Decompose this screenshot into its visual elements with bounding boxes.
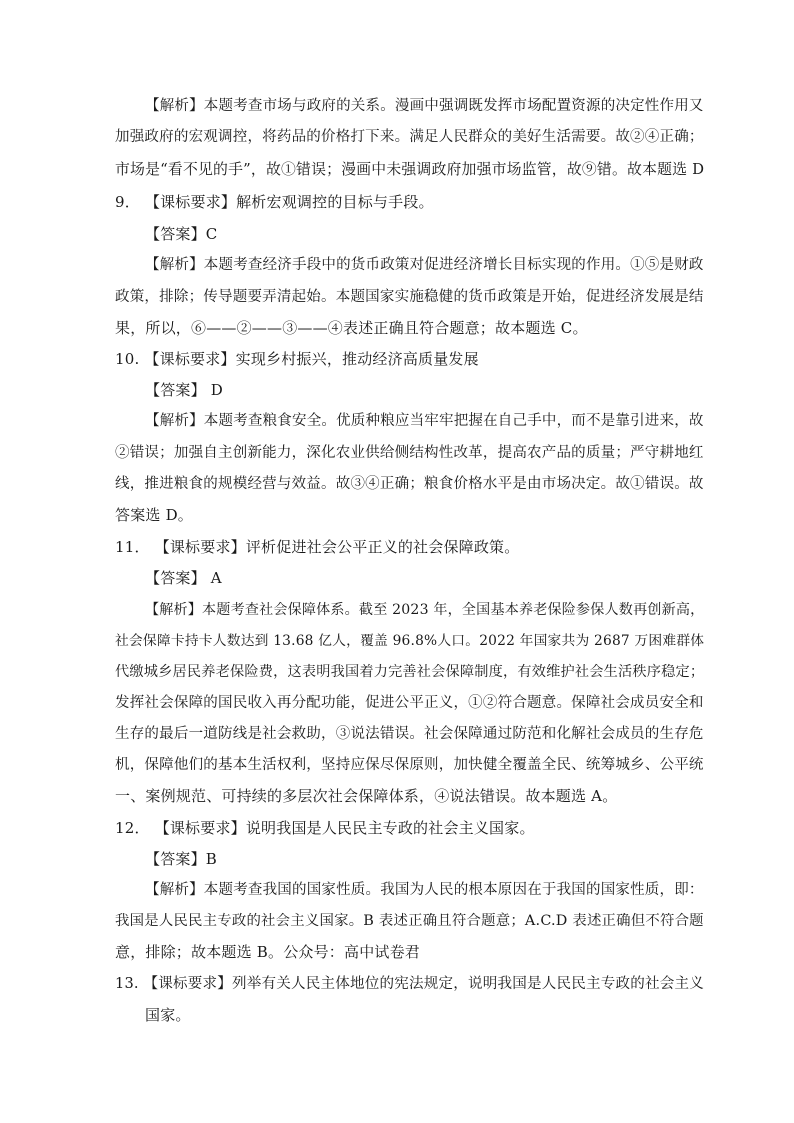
answer-label: 【答案】 D (145, 381, 223, 399)
text-line: 市场是“看不见的手”，故①错误；漫画中未强调政府加强市场监管，故⑨错。故本题选 D (115, 160, 705, 178)
question-heading: 13. 【课标要求】列举有关人民主体地位的宪法规定，说明我国是人民民主专政的社会主义 (115, 975, 704, 992)
text-line: 【解析】本题考查经济手段中的货币政策对促进经济增长目标实现的作用。①⑤是财政 (145, 257, 704, 273)
text-line: 代缴城乡居民养老保险费，这表明我国着力完善社会保障制度，有效维护社会生活秩序稳定； (115, 664, 705, 680)
text-line: 果，所以，⑥——②——③——④表述正确且符合题意；故本题选 C。 (115, 319, 588, 337)
question-heading: 10. 【课标要求】实现乡村振兴，推动经济高质量发展 (115, 350, 479, 368)
text-line: 【解析】本题考查市场与政府的关系。漫画中强调既发挥市场配置资源的决定性作用又 (145, 98, 704, 114)
text-line: 我国是人民民主专政的社会主义国家。B 表述正确且符合题意；A.C.D 表述正确但不符合题 (115, 913, 704, 929)
text-line: 国家。 (145, 1006, 191, 1024)
text-line: 生存的最后一道防线是社会救助，③说法错误。社会保障通过防范和化解社会成员的生存危 (115, 726, 704, 742)
text-line: 机，保障他们的基本生活权利，坚持应保尽保原则，加快健全覆盖全民、统筹城乡、公平统 (115, 757, 704, 773)
text-line: 【解析】本题考查社会保障体系。截至 2023 年，全国基本养老保险参保人数再创新高， (145, 602, 705, 618)
text-line: 线，推进粮食的规模经营与效益。故③④正确；粮食价格水平是由市场决定。故①错误。故 (115, 476, 704, 492)
question-heading: 12． 【课标要求】说明我国是人民民主专政的社会主义国家。 (115, 819, 535, 837)
text-line: 政策，排除；传导题要弄清起始。本题国家实施稳健的货币政策是开始，促进经济发展是结 (115, 289, 704, 305)
text-line: 【解析】本题考查粮食安全。优质种粮应当牢牢把握在自己手中，而不是靠引进来，故 (145, 413, 704, 429)
question-heading: 9． 【课标要求】解析宏观调控的目标与手段。 (115, 193, 434, 211)
text-line: ②错误；加强自主创新能力，深化农业供给侧结构性改革，提高农产品的质量；严守耕地红 (115, 445, 704, 461)
answer-label: 【答案】B (145, 850, 218, 868)
text-line: 答案选 D。 (115, 506, 193, 524)
text-line: 【解析】本题考查我国的国家性质。我国为人民的根本原因在于我国的国家性质，即： (145, 882, 704, 898)
text-line: 意，排除；故本题选 B。公众号：高中试卷君 (115, 943, 420, 961)
text-line: 一、案例规范、可持续的多层次社会保障体系，④说法错误。故本题选 A。 (115, 787, 618, 805)
text-line: 发挥社会保障的国民收入再分配功能，促进公平正义，①②符合题意。保障社会成员安全和 (115, 695, 704, 711)
text-line: 社会保障卡持卡人数达到 13.68 亿人，覆盖 96.8%人口。2022 年国家共为 2687 万困难群体 (115, 633, 705, 649)
question-heading: 11． 【课标要求】评析促进社会公平正义的社会保障政策。 (115, 538, 520, 556)
answer-label: 【答案】C (145, 225, 218, 243)
text-line: 加强政府的宏观调控，将药品的价格打下来。满足人民群众的美好生活需要。故②④正确； (115, 129, 704, 145)
answer-label: 【答案】 A (145, 569, 222, 587)
